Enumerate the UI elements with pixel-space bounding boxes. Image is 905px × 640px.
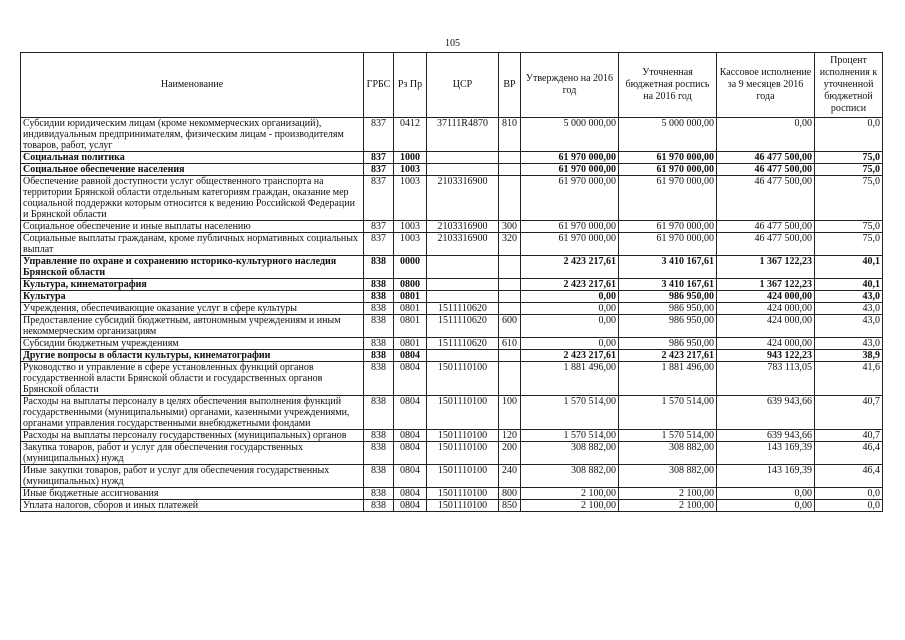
cell-name: Предоставление субсидий бюджетным, автономным учреждениям и иным некоммерческим организациям (21, 315, 364, 338)
cell-percent: 43,0 (815, 338, 883, 350)
cell-revised: 2 100,00 (619, 488, 717, 500)
table-row (21, 500, 883, 512)
cell-executed: 0,00 (717, 488, 815, 500)
cell-csr: 1501110100 (427, 488, 499, 500)
cell-name: Уплата налогов, сборов и иных платежей (21, 500, 364, 512)
cell-executed: 46 477 500,00 (717, 221, 815, 233)
cell-grbs: 838 (364, 256, 394, 279)
cell-approved: 1 881 496,00 (521, 362, 619, 396)
cell-percent: 75,0 (815, 233, 883, 256)
cell-approved: 0,00 (521, 315, 619, 338)
cell-percent: 75,0 (815, 164, 883, 176)
cell-grbs: 838 (364, 291, 394, 303)
cell-revised: 1 881 496,00 (619, 362, 717, 396)
cell-csr: 1511110620 (427, 315, 499, 338)
cell-revised: 61 970 000,00 (619, 176, 717, 221)
cell-percent: 75,0 (815, 152, 883, 164)
cell-csr (427, 256, 499, 279)
cell-approved: 0,00 (521, 338, 619, 350)
cell-name: Социальное обеспечение населения (21, 164, 364, 176)
cell-revised: 2 100,00 (619, 500, 717, 512)
cell-executed: 424 000,00 (717, 303, 815, 315)
cell-name: Социальные выплаты гражданам, кроме публичных нормативных социальных выплат (21, 233, 364, 256)
cell-vr (499, 362, 521, 396)
cell-rzpr: 0804 (394, 396, 427, 430)
cell-approved: 308 882,00 (521, 465, 619, 488)
cell-percent: 0,0 (815, 500, 883, 512)
cell-revised: 1 570 514,00 (619, 396, 717, 430)
cell-percent: 0,0 (815, 118, 883, 152)
cell-vr (499, 164, 521, 176)
cell-vr: 610 (499, 338, 521, 350)
cell-grbs: 838 (364, 279, 394, 291)
cell-csr: 2103316900 (427, 233, 499, 256)
cell-name: Обеспечение равной доступности услуг общественного транспорта на территории Брянской области отдельным категориям граждан, оказание мер социальной поддержки которым относится к ведению Российской Федерации и Брянской области (21, 176, 364, 221)
cell-vr (499, 152, 521, 164)
cell-revised: 61 970 000,00 (619, 233, 717, 256)
cell-grbs: 837 (364, 233, 394, 256)
table-row (21, 233, 883, 256)
col-header-executed: Кассовое исполнение за 9 месяцев 2016 года (717, 53, 815, 118)
cell-rzpr: 0801 (394, 303, 427, 315)
cell-vr (499, 256, 521, 279)
cell-executed: 424 000,00 (717, 315, 815, 338)
table-row (21, 350, 883, 362)
cell-grbs: 837 (364, 176, 394, 221)
cell-percent: 40,1 (815, 279, 883, 291)
cell-grbs: 838 (364, 430, 394, 442)
cell-revised: 1 570 514,00 (619, 430, 717, 442)
cell-executed: 143 169,39 (717, 442, 815, 465)
cell-percent: 41,6 (815, 362, 883, 396)
cell-revised: 61 970 000,00 (619, 152, 717, 164)
table-row (21, 315, 883, 338)
table-row (21, 279, 883, 291)
cell-executed: 46 477 500,00 (717, 152, 815, 164)
cell-approved: 2 100,00 (521, 488, 619, 500)
cell-vr: 120 (499, 430, 521, 442)
cell-name: Закупка товаров, работ и услуг для обеспечения государственных (муниципальных) нужд (21, 442, 364, 465)
cell-revised: 61 970 000,00 (619, 164, 717, 176)
cell-grbs: 838 (364, 396, 394, 430)
cell-name: Иные закупки товаров, работ и услуг для обеспечения государственных (муниципальных) нужд (21, 465, 364, 488)
cell-rzpr: 0801 (394, 291, 427, 303)
table-row (21, 118, 883, 152)
col-header-csr: ЦСР (427, 53, 499, 118)
cell-csr: 1501110100 (427, 465, 499, 488)
cell-rzpr: 0804 (394, 488, 427, 500)
cell-csr (427, 279, 499, 291)
cell-rzpr: 0804 (394, 442, 427, 465)
cell-executed: 424 000,00 (717, 291, 815, 303)
cell-csr: 1501110100 (427, 430, 499, 442)
cell-approved: 2 423 217,61 (521, 279, 619, 291)
cell-grbs: 838 (364, 362, 394, 396)
cell-executed: 943 122,23 (717, 350, 815, 362)
cell-name: Субсидии юридическим лицам (кроме некоммерческих организаций), индивидуальным предпринимателям, физическим лицам - производителям товаров, работ, услуг (21, 118, 364, 152)
cell-vr (499, 176, 521, 221)
cell-grbs: 837 (364, 118, 394, 152)
cell-csr: 2103316900 (427, 176, 499, 221)
col-header-approved: Утверждено на 2016 год (521, 53, 619, 118)
cell-vr: 600 (499, 315, 521, 338)
cell-percent: 40,7 (815, 396, 883, 430)
cell-vr (499, 291, 521, 303)
cell-name: Культура (21, 291, 364, 303)
table-row (21, 465, 883, 488)
table-body (21, 118, 883, 512)
cell-vr: 810 (499, 118, 521, 152)
cell-csr: 1501110100 (427, 442, 499, 465)
cell-rzpr: 1003 (394, 221, 427, 233)
table-row (21, 303, 883, 315)
cell-csr: 37111R4870 (427, 118, 499, 152)
cell-revised: 61 970 000,00 (619, 221, 717, 233)
cell-vr: 300 (499, 221, 521, 233)
table-row (21, 176, 883, 221)
cell-revised: 3 410 167,61 (619, 256, 717, 279)
cell-approved: 2 423 217,61 (521, 256, 619, 279)
cell-rzpr: 0804 (394, 362, 427, 396)
table-row (21, 164, 883, 176)
cell-approved: 2 423 217,61 (521, 350, 619, 362)
cell-revised: 986 950,00 (619, 315, 717, 338)
cell-grbs: 838 (364, 315, 394, 338)
table-row (21, 396, 883, 430)
cell-name: Расходы на выплаты персоналу государственных (муниципальных) органов (21, 430, 364, 442)
table-row (21, 430, 883, 442)
cell-csr: 2103316900 (427, 221, 499, 233)
cell-approved: 1 570 514,00 (521, 430, 619, 442)
cell-revised: 986 950,00 (619, 338, 717, 350)
cell-executed: 143 169,39 (717, 465, 815, 488)
cell-csr: 1511110620 (427, 338, 499, 350)
cell-executed: 1 367 122,23 (717, 256, 815, 279)
cell-rzpr: 1003 (394, 164, 427, 176)
cell-csr: 1501110100 (427, 362, 499, 396)
col-header-name: Наименование (21, 53, 364, 118)
cell-percent: 38,9 (815, 350, 883, 362)
col-header-revised: Уточненная бюджетная роспись на 2016 год (619, 53, 717, 118)
page-number: 105 (445, 38, 460, 49)
cell-executed: 0,00 (717, 118, 815, 152)
cell-revised: 308 882,00 (619, 465, 717, 488)
table-row (21, 221, 883, 233)
cell-approved: 61 970 000,00 (521, 152, 619, 164)
cell-percent: 43,0 (815, 315, 883, 338)
cell-approved: 5 000 000,00 (521, 118, 619, 152)
cell-vr (499, 350, 521, 362)
cell-revised: 3 410 167,61 (619, 279, 717, 291)
cell-revised: 5 000 000,00 (619, 118, 717, 152)
cell-executed: 1 367 122,23 (717, 279, 815, 291)
cell-name: Социальное обеспечение и иные выплаты населению (21, 221, 364, 233)
cell-vr: 100 (499, 396, 521, 430)
cell-rzpr: 0804 (394, 350, 427, 362)
cell-executed: 46 477 500,00 (717, 164, 815, 176)
cell-grbs: 837 (364, 152, 394, 164)
cell-rzpr: 0801 (394, 338, 427, 350)
cell-approved: 0,00 (521, 291, 619, 303)
cell-rzpr: 0804 (394, 430, 427, 442)
cell-grbs: 838 (364, 350, 394, 362)
cell-csr: 1501110100 (427, 500, 499, 512)
cell-revised: 308 882,00 (619, 442, 717, 465)
cell-grbs: 837 (364, 221, 394, 233)
cell-grbs: 838 (364, 500, 394, 512)
cell-name: Учреждения, обеспечивающие оказание услуг в сфере культуры (21, 303, 364, 315)
cell-name: Социальная политика (21, 152, 364, 164)
cell-executed: 46 477 500,00 (717, 176, 815, 221)
cell-approved: 61 970 000,00 (521, 233, 619, 256)
cell-approved: 61 970 000,00 (521, 221, 619, 233)
cell-approved: 1 570 514,00 (521, 396, 619, 430)
table-row (21, 362, 883, 396)
table-row (21, 338, 883, 350)
cell-percent: 0,0 (815, 488, 883, 500)
cell-grbs: 838 (364, 303, 394, 315)
cell-rzpr: 0412 (394, 118, 427, 152)
cell-approved: 0,00 (521, 303, 619, 315)
cell-percent: 75,0 (815, 221, 883, 233)
cell-percent: 43,0 (815, 303, 883, 315)
cell-percent: 46,4 (815, 442, 883, 465)
cell-name: Расходы на выплаты персоналу в целях обеспечения выполнения функций государственными (муниципальными) органами, казенными учреждениями, органами управления государственными внебюджетными фондами (21, 396, 364, 430)
cell-vr (499, 279, 521, 291)
col-header-grbs: ГРБС (364, 53, 394, 118)
table-row (21, 152, 883, 164)
cell-csr (427, 152, 499, 164)
cell-percent: 40,1 (815, 256, 883, 279)
cell-name: Иные бюджетные ассигнования (21, 488, 364, 500)
table-row (21, 442, 883, 465)
budget-execution-table (20, 52, 883, 512)
cell-approved: 2 100,00 (521, 500, 619, 512)
cell-name: Субсидии бюджетным учреждениям (21, 338, 364, 350)
cell-rzpr: 1003 (394, 176, 427, 221)
cell-grbs: 838 (364, 338, 394, 350)
table-row (21, 488, 883, 500)
cell-csr (427, 164, 499, 176)
table-row (21, 291, 883, 303)
cell-vr: 800 (499, 488, 521, 500)
cell-csr: 1511110620 (427, 303, 499, 315)
cell-rzpr: 0804 (394, 465, 427, 488)
cell-name: Управление по охране и сохранению историко-культурного наследия Брянской области (21, 256, 364, 279)
cell-rzpr: 0801 (394, 315, 427, 338)
cell-percent: 40,7 (815, 430, 883, 442)
cell-approved: 61 970 000,00 (521, 164, 619, 176)
cell-grbs: 838 (364, 442, 394, 465)
cell-percent: 43,0 (815, 291, 883, 303)
cell-percent: 46,4 (815, 465, 883, 488)
cell-rzpr: 0804 (394, 500, 427, 512)
cell-name: Руководство и управление в сфере установленных функций органов государственной власти Брянской области и государственных органов Брянской области (21, 362, 364, 396)
cell-grbs: 838 (364, 465, 394, 488)
cell-grbs: 837 (364, 164, 394, 176)
cell-approved: 61 970 000,00 (521, 176, 619, 221)
cell-executed: 639 943,66 (717, 430, 815, 442)
cell-approved: 308 882,00 (521, 442, 619, 465)
cell-vr: 240 (499, 465, 521, 488)
cell-vr: 320 (499, 233, 521, 256)
cell-csr (427, 350, 499, 362)
cell-vr (499, 303, 521, 315)
cell-executed: 424 000,00 (717, 338, 815, 350)
cell-executed: 783 113,05 (717, 362, 815, 396)
cell-rzpr: 0000 (394, 256, 427, 279)
cell-vr: 200 (499, 442, 521, 465)
cell-vr: 850 (499, 500, 521, 512)
col-header-percent: Процент исполнения к уточненной бюджетной росписи (815, 53, 883, 118)
cell-rzpr: 0800 (394, 279, 427, 291)
cell-executed: 639 943,66 (717, 396, 815, 430)
col-header-vr: ВР (499, 53, 521, 118)
cell-revised: 986 950,00 (619, 303, 717, 315)
cell-name: Культура, кинематография (21, 279, 364, 291)
cell-revised: 2 423 217,61 (619, 350, 717, 362)
cell-executed: 46 477 500,00 (717, 233, 815, 256)
cell-executed: 0,00 (717, 500, 815, 512)
cell-rzpr: 1003 (394, 233, 427, 256)
col-header-rzpr: Рз Пр (394, 53, 427, 118)
table-row (21, 256, 883, 279)
cell-grbs: 838 (364, 488, 394, 500)
cell-percent: 75,0 (815, 176, 883, 221)
cell-csr (427, 291, 499, 303)
cell-csr: 1501110100 (427, 396, 499, 430)
cell-revised: 986 950,00 (619, 291, 717, 303)
cell-name: Другие вопросы в области культуры, кинематографии (21, 350, 364, 362)
table-header-row (21, 53, 883, 118)
cell-rzpr: 1000 (394, 152, 427, 164)
